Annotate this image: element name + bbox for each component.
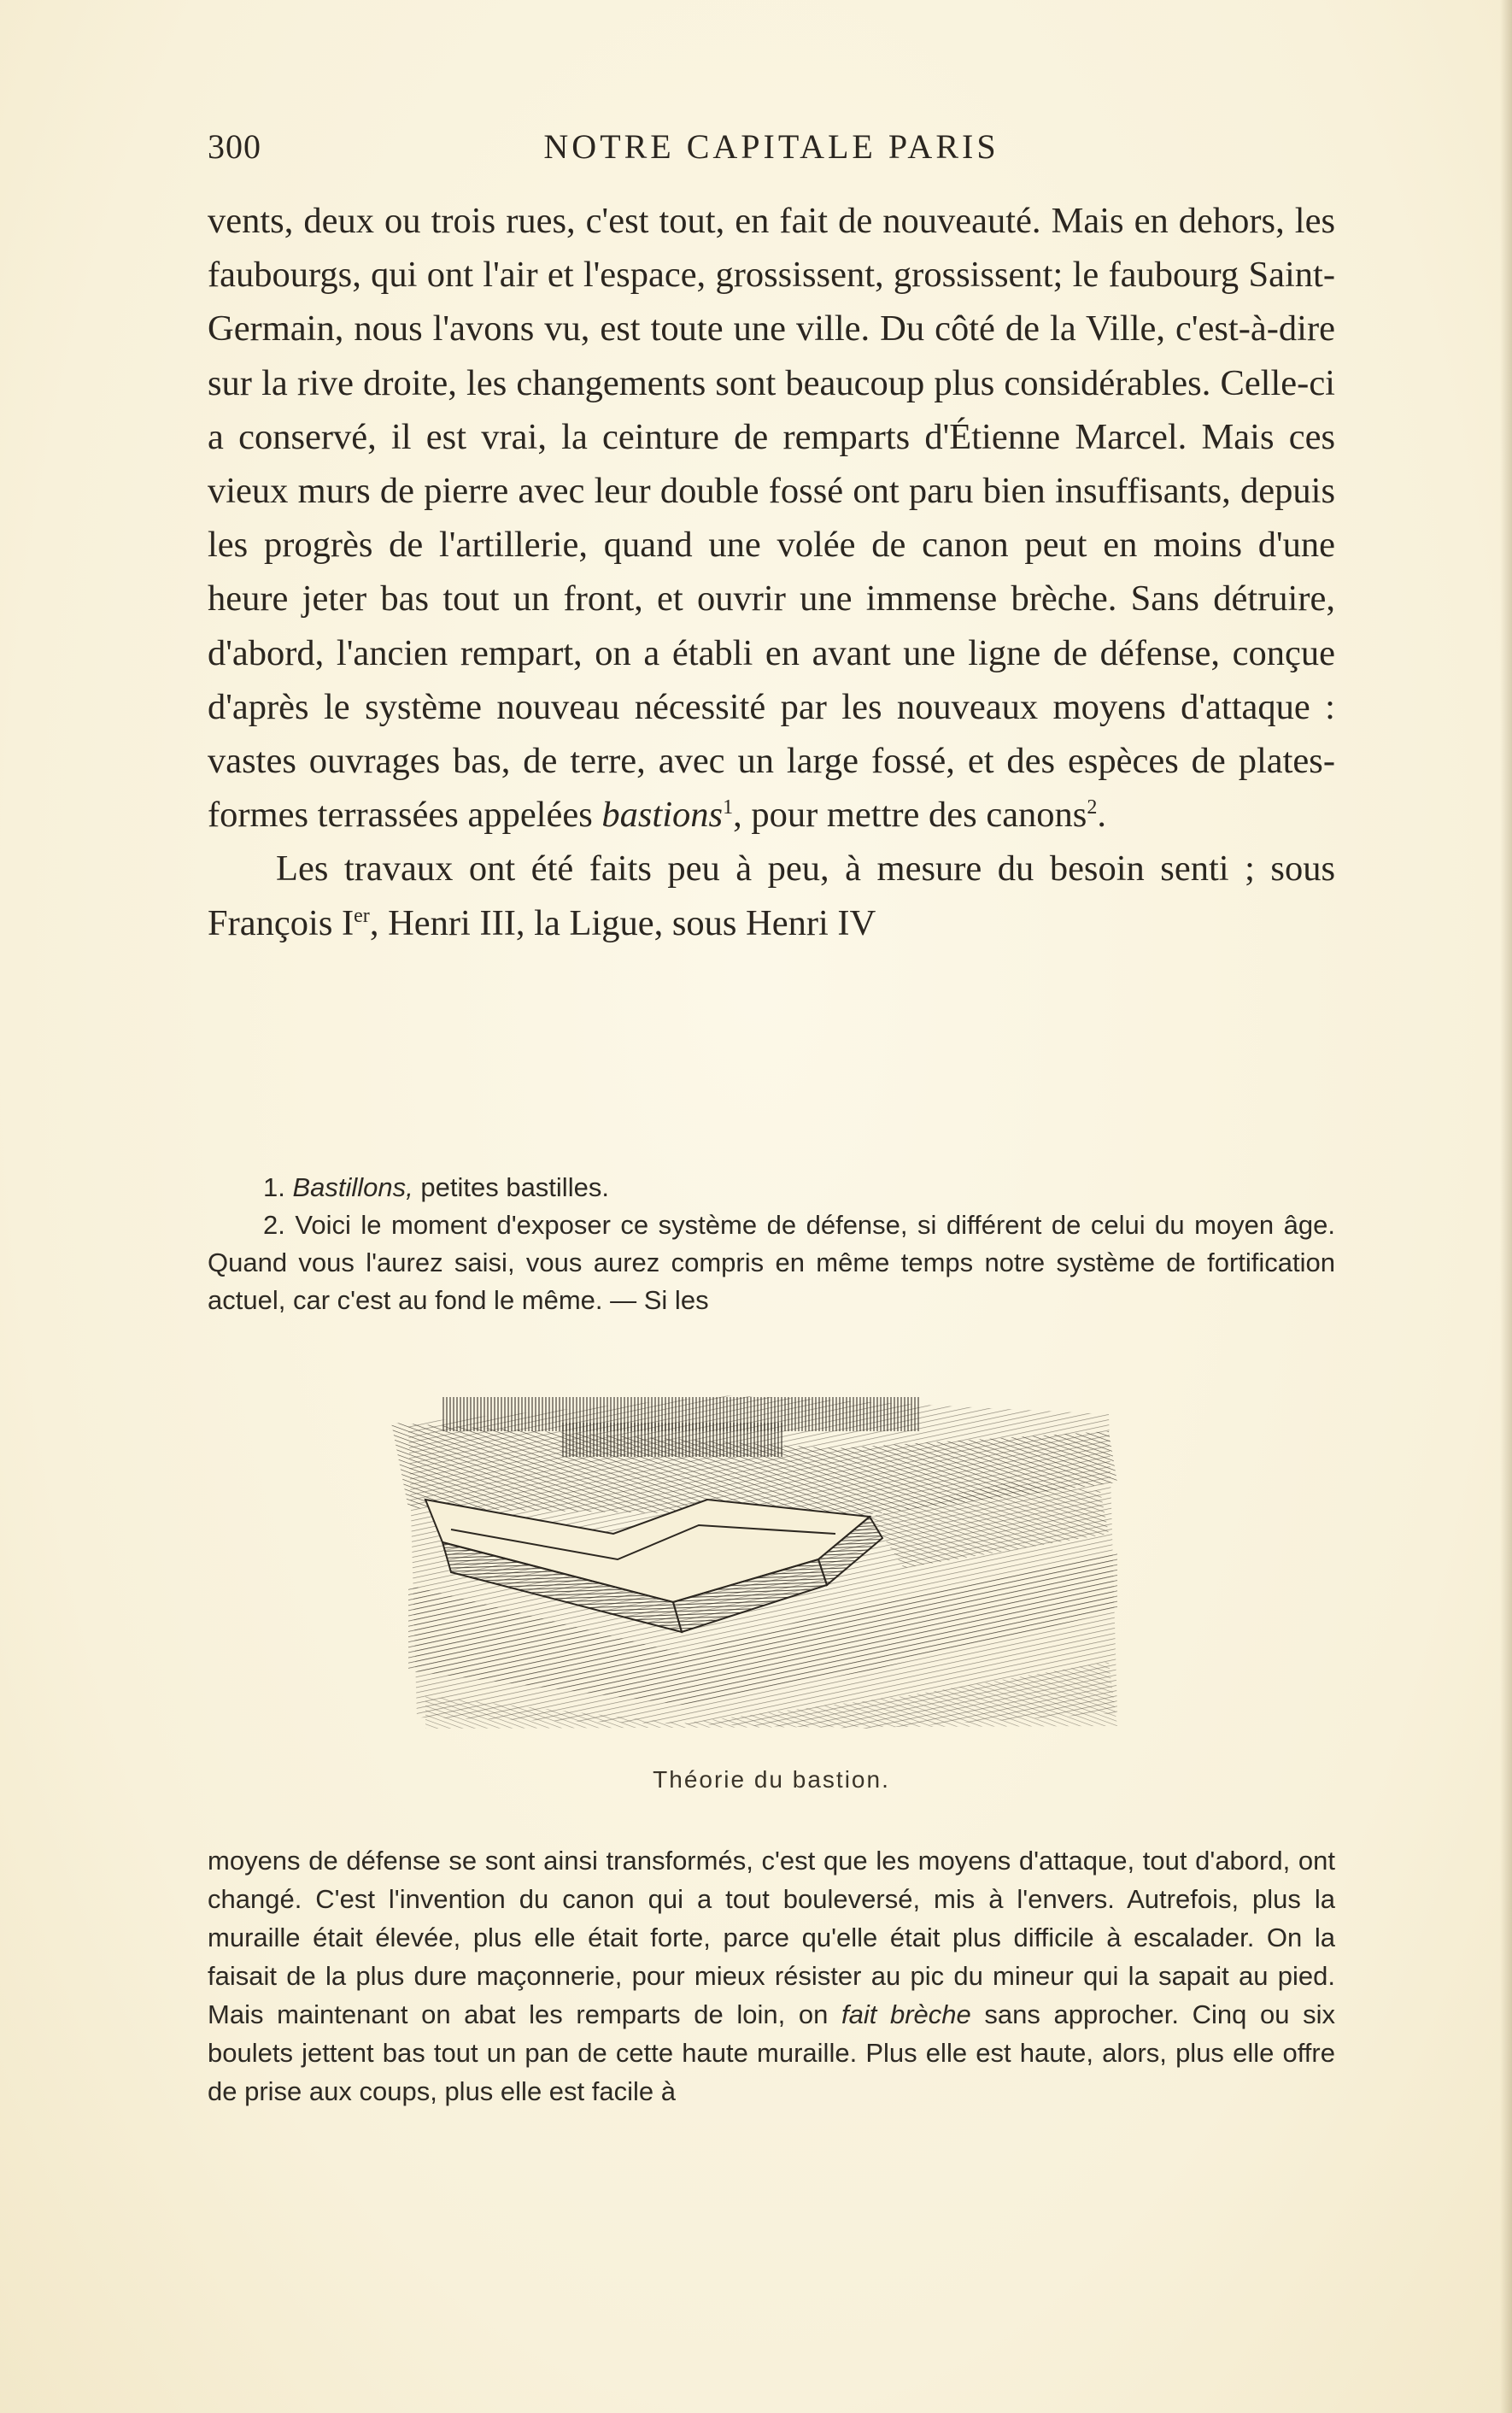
- footnote-number: 1.: [263, 1172, 293, 1202]
- footnote-2: [208, 1206, 1335, 1319]
- page-number: 300: [208, 127, 261, 166]
- footnote-1: [208, 1169, 1335, 1206]
- main-text: [208, 194, 1335, 950]
- text-span: moyens de défense se sont ainsi transformés, c'est que les moyens d'attaque, tout d'abord, ont changé. C'est l'invention du canon qui a tout bouleversé, mis à l'envers. Autrefois, plus la muraille était élevée, plus elle était forte, parce qu'elle était plus difficile à escalader. On la faisait de la plus dure maçonnerie, pour mieux résister au pic du mineur qui la sapait au pied. Mais maintenant on abat les remparts de loin, on: [208, 1846, 1335, 2029]
- superscript: er: [354, 904, 370, 927]
- footnote-text: petites bastilles.: [413, 1172, 609, 1202]
- footnotes: [208, 1169, 1335, 1319]
- page-gutter-shadow: [1500, 0, 1512, 2413]
- bastion-engraving: [391, 1389, 1122, 1730]
- text-span: Les travaux ont été faits peu à peu, à mesure du besoin senti ; sous François I: [208, 848, 1335, 943]
- text-span: vents, deux ou trois rues, c'est tout, en fait de nouveauté. Mais en dehors, les faubourgs, qui ont l'air et l'espace, grossissent, grossissent; le faubourg Saint-Germain, nous l'avons vu, est toute une ville. Du côté de la Ville, c'est-à-dire sur la rive droite, les changements sont beaucoup plus considérables. Celle-ci a conservé, il est vrai, la ceinture de remparts d'Étienne Marcel. Mais ces vieux murs de pierre avec leur double fossé ont paru bien insuffisants, depuis les progrès de l'artillerie, quand une volée de canon peut en moins d'une heure jeter bas tout un front, et ouvrir une immense brèche. Sans détruire, d'abord, l'ancien rempart, on a établi en avant une ligne de défense, conçue d'après le système nouveau nécessité par les nouveaux moyens d'attaque : vastes ouvrages bas, de terre, avec un large fossé, et des espèces de plates-formes terrassées appelées: [208, 201, 1335, 836]
- text-span: .: [1097, 795, 1106, 836]
- footnote-italic: Bastillons,: [292, 1172, 413, 1202]
- text-span: sans approcher. Cinq ou six boulets jettent bas tout un pan de cette haute muraille. Plus elle est haute, alors, plus elle offre de prise aux coups, plus elle est facile à: [208, 1999, 1335, 2106]
- page-header: [208, 126, 1335, 169]
- paragraph: [208, 194, 1335, 842]
- text-span: , Henri III, la Ligue, sous Henri IV: [369, 902, 876, 943]
- italic-phrase: fait brèche: [841, 1999, 971, 2029]
- figure-caption: Théorie du bastion.: [653, 1766, 890, 1793]
- paragraph: [208, 1841, 1335, 2111]
- footnote-number: 2.: [263, 1210, 296, 1240]
- footnote-ref: 2: [1087, 796, 1098, 819]
- running-title: NOTRE CAPITALE PARIS: [543, 127, 999, 166]
- footnote-ref: 1: [723, 796, 734, 819]
- footnote-text: Voici le moment d'exposer ce système de défense, si différent de celui du moyen âge. Quand vous l'aurez saisi, vous aurez compris en même temps notre système de fortification actuel, car c'est au fond le même. — Si les: [208, 1210, 1336, 1315]
- paragraph: [208, 842, 1335, 949]
- text-span: , pour mettre des canons: [733, 795, 1087, 836]
- italic-term: bastions: [601, 795, 724, 836]
- footnote-continuation: [208, 1841, 1335, 2111]
